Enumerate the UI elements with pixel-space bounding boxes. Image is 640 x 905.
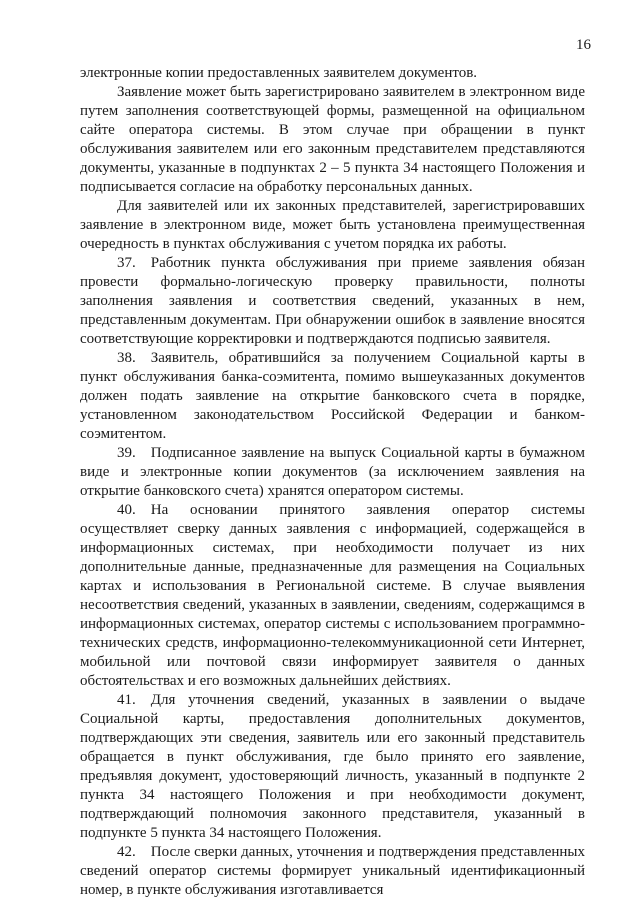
page-number: 16: [576, 37, 591, 53]
document-body: [80, 64, 585, 900]
paragraph-electronic-registration: Заявление может быть зарегистрировано заявителем в электронном виде путем заполнения соответствующей формы, размещенной на официальном сайте оператора системы. В этом случае при обращении в пункт обслуживания заявителем или его законным представителем представляются документы, указанные в подпунктах 2 – 5 пункта 34 настоящего Положения и подписывается согласие на обработку персональных данных.: [80, 84, 585, 195]
paragraph-item-41: 41. Для уточнения сведений, указанных в заявлении о выдаче Социальной карты, предоставления дополнительных документов, подтверждающих эти сведения, заявитель или его законный представитель обращается в пункт обслуживания, где было принято его заявление, предъявляя документ, удостоверяющий личность, указанный в подпункте 2 пункта 34 настоящего Положения и при необходимости документ, подтверждающий полномочия законного представителя, указанный в подпункте 5 пункта 34 настоящего Положения.: [80, 692, 585, 841]
paragraph-item-39: 39. Подписанное заявление на выпуск Социальной карты в бумажном виде и электронные копии документов (за исключением заявления на открытие банковского счета) хранятся оператором системы.: [80, 445, 585, 499]
paragraph-item-38: 38. Заявитель, обратившийся за получением Социальной карты в пункт обслуживания банка-соэмитента, помимо вышеуказанных документов должен подать заявление на открытие банковского счета в порядке, установленном законодательством Российской Федерации и банком-соэмитентом.: [80, 350, 585, 442]
paragraph-priority-queue: Для заявителей или их законных представителей, зарегистрировавших заявление в электронном виде, может быть установлена преимущественная очередность в пунктах обслуживания с учетом порядка их работы.: [80, 198, 585, 252]
paragraph-item-40: 40. На основании принятого заявления оператор системы осуществляет сверку данных заявления с информацией, содержащейся в информационных системах, при необходимости получает из них дополнительные данные, предназначенные для размещения на Социальных картах и использования в Региональной системе. В случае выявления несоответствия сведений, указанных в заявлении, сведениям, содержащимся в информационных системах, оператор системы с использованием программно-технических средств, информационно-телекоммуникационной сети Интернет, мобильной или почтовой связи информирует заявителя о данных обстоятельствах и его возможных дальнейших действиях.: [80, 502, 585, 689]
paragraph-item-37: 37. Работник пункта обслуживания при приеме заявления обязан провести формально-логическую проверку правильности, полноты заполнения заявления и соответствия сведений, указанных в нем, представленным документам. При обнаружении ошибок в заявление вносятся соответствующие корректировки и подтверждаются подписью заявителя.: [80, 255, 585, 347]
paragraph-item-42: 42. После сверки данных, уточнения и подтверждения представленных сведений оператор системы формирует уникальный идентификационный номер, в пункте обслуживания изготавливается: [80, 844, 585, 898]
paragraph-continuation: электронные копии предоставленных заявителем документов.: [80, 65, 478, 81]
